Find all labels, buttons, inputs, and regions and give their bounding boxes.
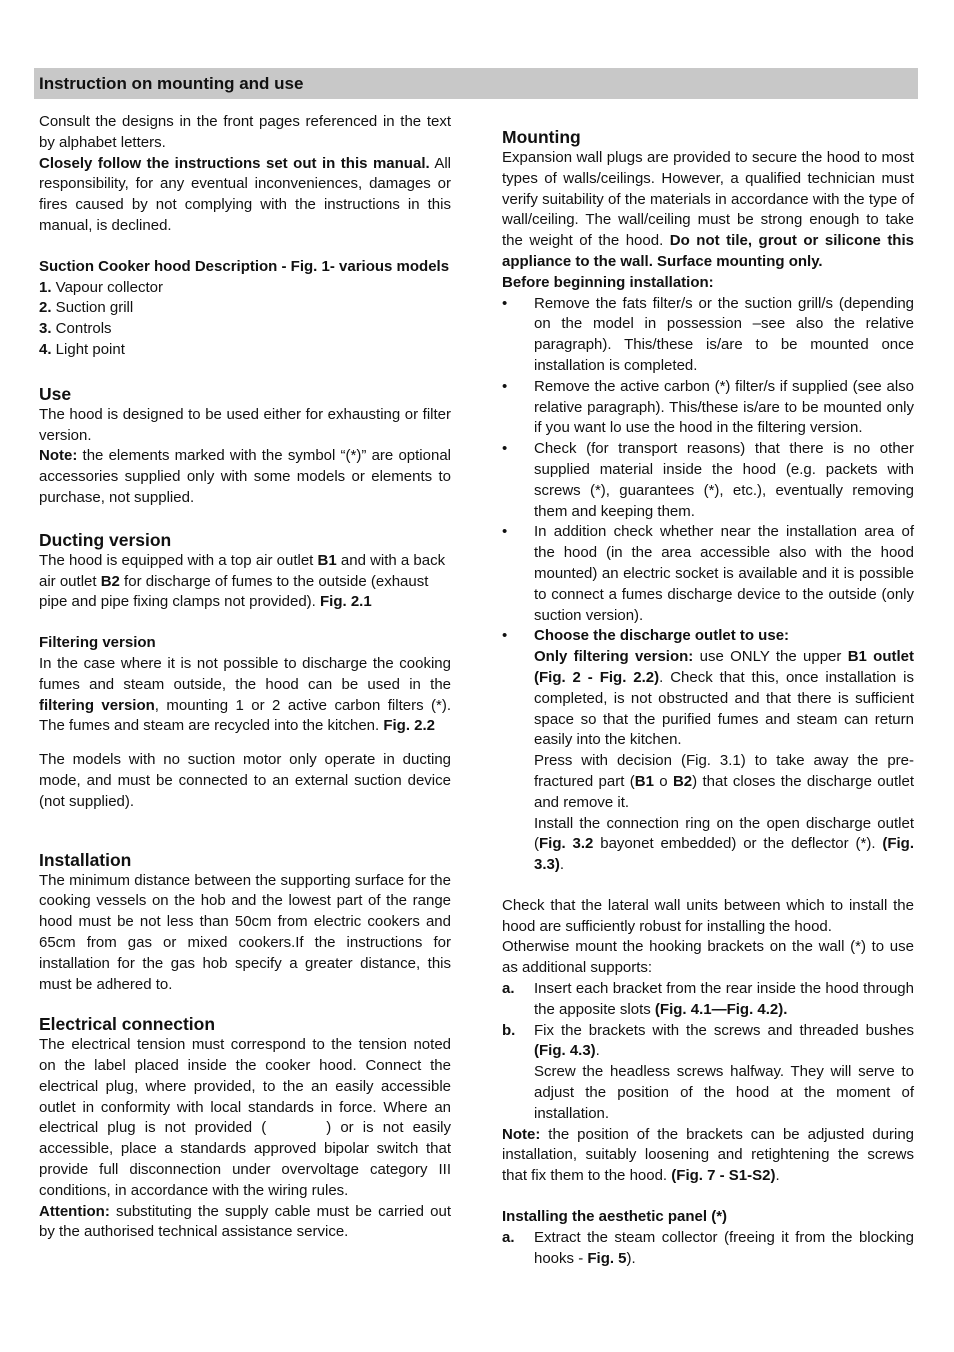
use-note: [39, 446, 451, 508]
parts-item: [39, 340, 451, 361]
step-a: a. Insert each bracket from the rear inside the hood through the apposite slots (Fig. 4.1—Fig. 4.2).: [502, 980, 914, 1018]
check-text: Check that the lateral wall units between which to install the hood are sufficiently robust for installing the hood.: [502, 896, 914, 935]
ducting-text: The hood is equipped with a top air outlet B1 and with a back air outlet B2 for discharge of fumes to the outside (exhaust pipe and pipe fixing clamps not provided). Fig. 2.1: [39, 551, 446, 611]
left-column: [39, 112, 451, 1243]
installation-text: The minimum distance between the supporting surface for the cooking vessels on the hob and the lowest part of the range hood must be not less than 50cm from electric cookers and 65cm from gas or mixed cookers.If the instructions for installation for the gas hob specify a greater distance, this must be adhered to.: [39, 871, 451, 993]
parts-label: Vapour collector: [51, 278, 163, 296]
parts-number: 1.: [39, 278, 52, 296]
attention-text: Attention: substituting the supply cable must be carried out by the authorised technical assistance service.: [39, 1202, 451, 1241]
mounting-title: Mounting: [502, 127, 581, 147]
parts-number: 2.: [39, 299, 52, 317]
description-title: Suction Cooker hood Description - Fig. 1- various models: [39, 257, 450, 275]
bullet-item: • Remove the fats filter/s or the suction grill/s (depending on the model in possession –see also the relative paragraph). This/these is/are to be mounted once installation is completed.: [502, 294, 914, 374]
section-title: Instruction on mounting and use: [39, 74, 304, 93]
note-text: the elements marked with the symbol “(*)” are optional accessories supplied only with some models or elements to purchase, not supplied.: [39, 447, 451, 506]
ducting-title: Ducting version: [39, 529, 172, 550]
otherwise-text: Otherwise mount the hooking brackets on the wall (*) to use as additional supports:: [502, 938, 914, 977]
step-b: b. Fix the brackets with the screws and threaded bushes (Fig. 4.3). Screw the headless screws halfway. They will serve to adjust the position of the hood at the moment of installation.: [502, 1021, 914, 1122]
right-column: [502, 126, 914, 1269]
parts-label: Light point: [51, 340, 125, 358]
parts-item: [39, 298, 451, 319]
bullet-item: • Remove the active carbon (*) filter/s if supplied (see also relative paragraph). This/these is/are to be mounted only if you want lo use the hood in the filtering version.: [502, 377, 914, 437]
panel-title: Installing the aesthetic panel (*): [502, 1208, 728, 1226]
section-header-bar: [34, 68, 918, 99]
parts-item: [39, 278, 451, 299]
bullet-item: • In addition check whether near the installation area of the hood (in the area accessible also with the hood mounted) an electric socket is available and it is possible to connect a fumes discharge device to the outside (only suction version).: [502, 523, 914, 624]
use-title: Use: [39, 383, 72, 404]
bullet-item-discharge: • Choose the discharge outlet to use: Only filtering version: use ONLY the upper B1 outlet (Fig. 2 - Fig. 2.2). Check that this, once installation is completed, is not obstructed and that there is sufficient space so that the purified fumes and steam can return easily into the kitchen. Press with decision (Fig. 3.1) to take away the pre-fractured part (B1 o B2) that closes the discharge outlet and remove it. Install the connection ring on the open discharge outlet (Fig. 3.2 bayonet embedded) or the deflector (*). (Fig. 3.3).: [502, 627, 915, 874]
panel-step-a: a. Extract the steam collector (freeing it from the blocking hooks - Fig. 5).: [502, 1228, 914, 1267]
disclaimer-bold: Closely follow the instructions set out in this manual.: [39, 154, 430, 172]
brackets-note: Note: the position of the brackets can be adjusted during installation, suitably loosening and retightening the screws that fix them to the hood. (Fig. 7 - S1-S2).: [502, 1125, 914, 1185]
filtering-text: In the case where it is not possible to discharge the cooking fumes and steam outside, the hood can be used in the filtering version, mounting 1 or 2 active carbon filters (*). The fumes and steam are recycled into the kitchen. Fig. 2.2: [39, 654, 451, 735]
electrical-title: Electrical connection: [39, 1014, 216, 1035]
intro-paragraph: Consult the designs in the front pages referenced in the text by alphabet letters.: [39, 113, 451, 151]
mounting-text: Expansion wall plugs are provided to secure the hood to most types of walls/ceilings. However, a qualified technician must verify suitability of the materials in accordance with the type of wall/ceiling. The wall/ceiling must be strong enough to take the weight of the hood. Do not tile, grout or silicone this appliance to the wall. Surface mounting only.: [502, 149, 914, 270]
filtering-title: Filtering version: [39, 634, 156, 652]
disclaimer-paragraph: [39, 154, 451, 237]
bullet-item: • Check (for transport reasons) that there is no other supplied material inside the hood (e.g. packets with screws (*), guarantees (*), etc.), eventually removing them and keeping them.: [502, 440, 914, 520]
installation-title: Installation: [39, 849, 132, 870]
note-label: Note:: [39, 447, 78, 465]
parts-number: 4.: [39, 340, 52, 358]
use-text: The hood is designed to be used either for exhausting or filter version.: [39, 405, 451, 444]
electrical-text: The electrical tension must correspond to the tension noted on the label placed inside the cooker hood. Connect the electrical plug, where provided, to the an easily accessible outlet in conformity with local standards in force. Where an electrical plug is not provided ( ) or is not easily accessible, place a standards approved bipolar switch that provide full disconnection under overvoltage category III conditions, in accordance with the wiring rules.: [39, 1036, 451, 1199]
parts-item: [39, 319, 451, 340]
disclaimer-text: All responsibility, for any eventual inconveniences, damages or fires caused by not complying with the instructions in this manual, is declined.: [39, 154, 451, 234]
parts-label: Suction grill: [51, 299, 134, 317]
before-title: Before beginning installation:: [502, 273, 714, 291]
no-motor-text: The models with no suction motor only operate in ducting mode, and must be connected to an external suction device (not supplied).: [39, 751, 451, 810]
parts-label: Controls: [51, 320, 112, 338]
parts-number: 3.: [39, 320, 52, 338]
